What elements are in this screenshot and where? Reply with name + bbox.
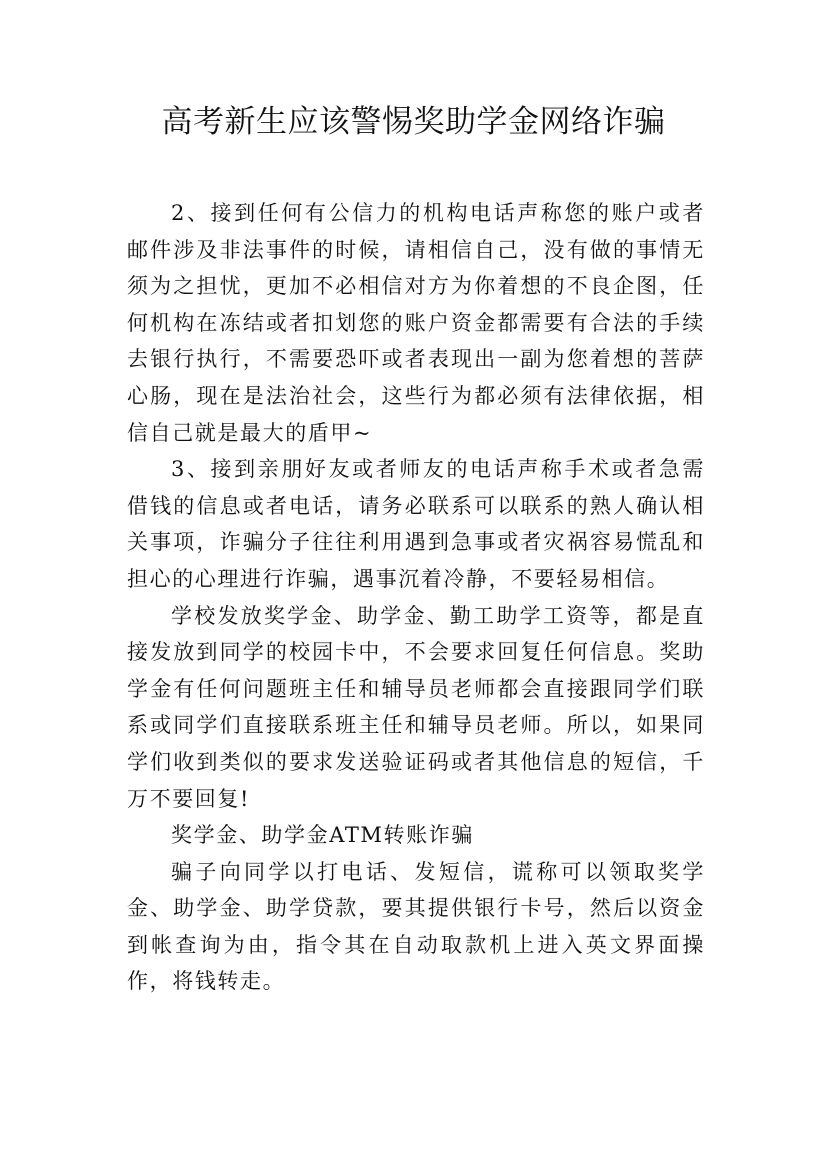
paragraph-item-3: 3、接到亲朋好友或者师友的电话声称手术或者急需借钱的信息或者电话，请务必联系可以联系的熟人确认相关事项，诈骗分子往往利用遇到急事或者灾祸容易慌乱和担心的心理进行诈骗，遇事沉着冷静，不要轻易相信。: [127, 457, 705, 591]
document-body: [127, 195, 705, 1000]
section-heading-atm-fraud: 奖学金、助学金ATM转账诈骗: [171, 823, 474, 848]
paragraph-school-payment: 学校发放奖学金、助学金、勤工助学工资等，都是直接发放到同学的校园卡中，不会要求回复任何信息。奖助学金有任何问题班主任和辅导员老师都会直接跟同学们联系或同学们直接联系班主任和辅导员老师。所以，如果同学们收到类似的要求发送验证码或者其他信息的短信，千万不要回复!: [127, 603, 705, 811]
paragraph-item-2: 2、接到任何有公信力的机构电话声称您的账户或者邮件涉及非法事件的时候，请相信自己，没有做的事情无须为之担忧，更加不必相信对方为你着想的不良企图，任何机构在冻结或者扣划您的账户资金都需要有合法的手续去银行执行，不需要恐吓或者表现出一副为您着想的菩萨心肠，现在是法治社会，这些行为都必须有法律依据，相信自己就是最大的盾甲~: [127, 201, 705, 445]
document-title: 高考新生应该警惕奖助学金网络诈骗: [161, 104, 666, 140]
paragraph-atm-fraud: 骗子向同学以打电话、发短信，谎称可以领取奖学金、助学金、助学贷款，要其提供银行卡号，然后以资金到帐查询为由，指令其在自动取款机上进入英文界面操作，将钱转走。: [127, 859, 705, 994]
